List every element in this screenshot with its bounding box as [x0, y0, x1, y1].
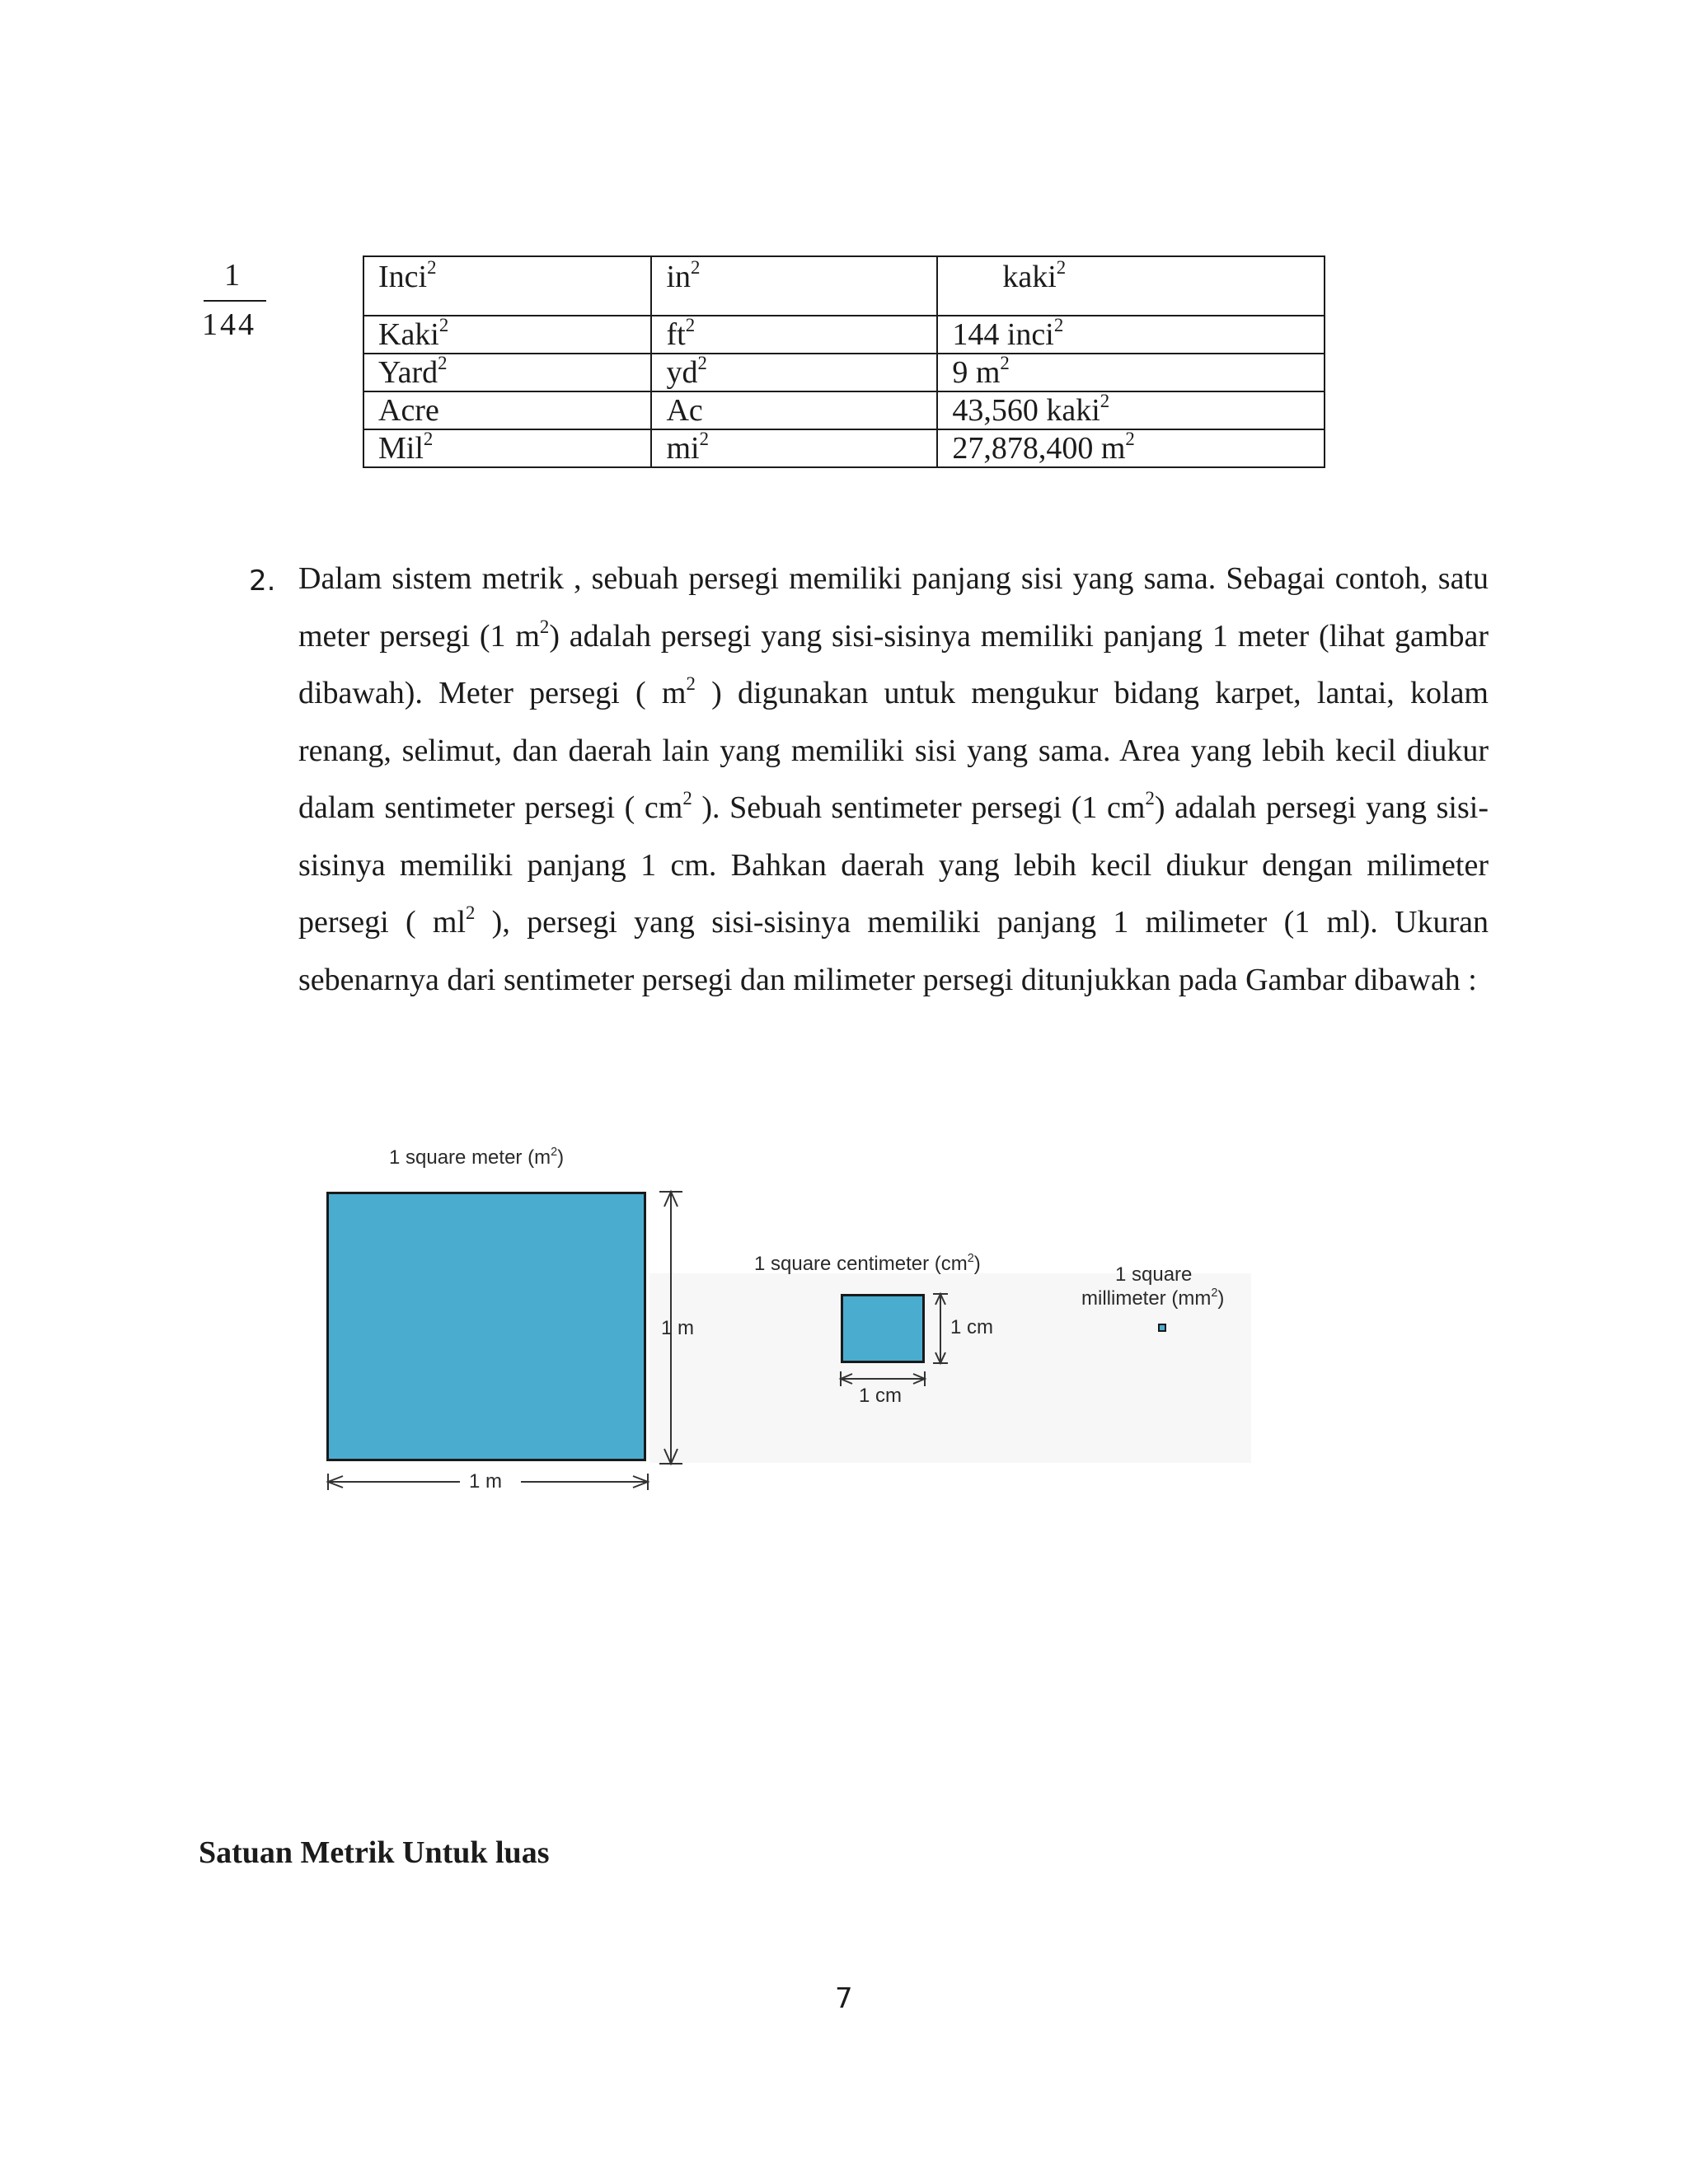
table-cell-equivalent: 43,560 kaki$^2$ [937, 391, 1325, 429]
superscript: 2 [466, 902, 476, 924]
fraction-numerator: 1 [224, 258, 240, 293]
square-centimeter-height-label: 1 cm [950, 1316, 994, 1338]
square-centimeter-box [841, 1294, 925, 1363]
table-cell-symbol: $yd^2$ [651, 354, 937, 391]
table-cell-equivalent: kaki$^2$ [937, 256, 1325, 316]
square-millimeter-box [1158, 1324, 1166, 1332]
square-meter-width-label: 1 m [469, 1470, 503, 1493]
table-cell-equivalent: 144 inci$^2$ [937, 316, 1325, 354]
table-cell-unit: Kaki$^2$ [363, 316, 651, 354]
table-cell-unit: Acre [363, 391, 651, 429]
paragraph-text: ) adalah persegi yang sisi-sisinya memiliki panjang 1 meter (lihat gambar dibawah). Meter persegi ( m [298, 618, 1489, 710]
table-cell-unit: Yard$^2$ [363, 354, 651, 391]
fraction-denominator: 144 [202, 307, 256, 342]
square-meter-caption: 1 square meter $(m^2)$ [389, 1145, 565, 1169]
list-item-number: 2. [249, 565, 276, 598]
superscript: 2 [1145, 788, 1155, 809]
paragraph-text: ) adalah persegi yang sisi-sisinya memiliki panjang 1 cm. Bahkan daerah yang lebih kecil diukur dengan milimeter persegi ( ml [298, 790, 1489, 940]
square-millimeter-caption-line1: 1 square [1115, 1263, 1193, 1286]
square-centimeter-width-label: 1 cm [859, 1385, 903, 1407]
table-cell-symbol: $in^2$ [651, 256, 937, 316]
superscript: 2 [539, 616, 550, 637]
superscript: 2 [682, 788, 692, 809]
table-cell-equivalent: 9 $m^2$ [937, 354, 1325, 391]
section-heading: Satuan Metrik Untuk luas [199, 1835, 550, 1870]
table-cell-symbol: $ft^2$ [651, 316, 937, 354]
square-centimeter-caption: 1 square centimeter $(cm^2)$ [754, 1251, 981, 1275]
table-cell-unit: Mil$^2$ [363, 429, 651, 467]
page-number: 7 [835, 1982, 853, 2015]
table-cell-equivalent: 27,878,400 $m^2$ [937, 429, 1325, 467]
paragraph-text: Dalam sistem metrik , sebuah persegi memiliki panjang sisi yang sama. Sebagai contoh, satu meter persegi (1 m [298, 561, 1489, 654]
paragraph-text: ), persegi yang sisi-sisinya memiliki panjang 1 milimeter (1 ml). Ukuran sebenarnya dari sentimeter persegi dan milimeter persegi ditunjukkan pada Gambar dibawah : [298, 905, 1489, 997]
table-cell-symbol: $mi^2$ [651, 429, 937, 467]
paragraph-text: ). Sebuah sentimeter persegi (1 cm [692, 790, 1146, 825]
paragraph-text: ) digunakan untuk mengukur bidang karpet, lantai, kolam renang, selimut, dan daerah lain yang memiliki sisi yang sama. Area yang lebih kecil diukur dalam sentimeter persegi ( cm [298, 676, 1489, 825]
superscript: 2 [686, 673, 696, 695]
table-cell-symbol: Ac [651, 391, 937, 429]
square-meter-height-label: 1 m [661, 1317, 695, 1339]
square-millimeter-caption-line2: millimeter $(mm^2)$ [1081, 1286, 1225, 1310]
table-cell-unit: Inci$^2$ [363, 256, 651, 316]
